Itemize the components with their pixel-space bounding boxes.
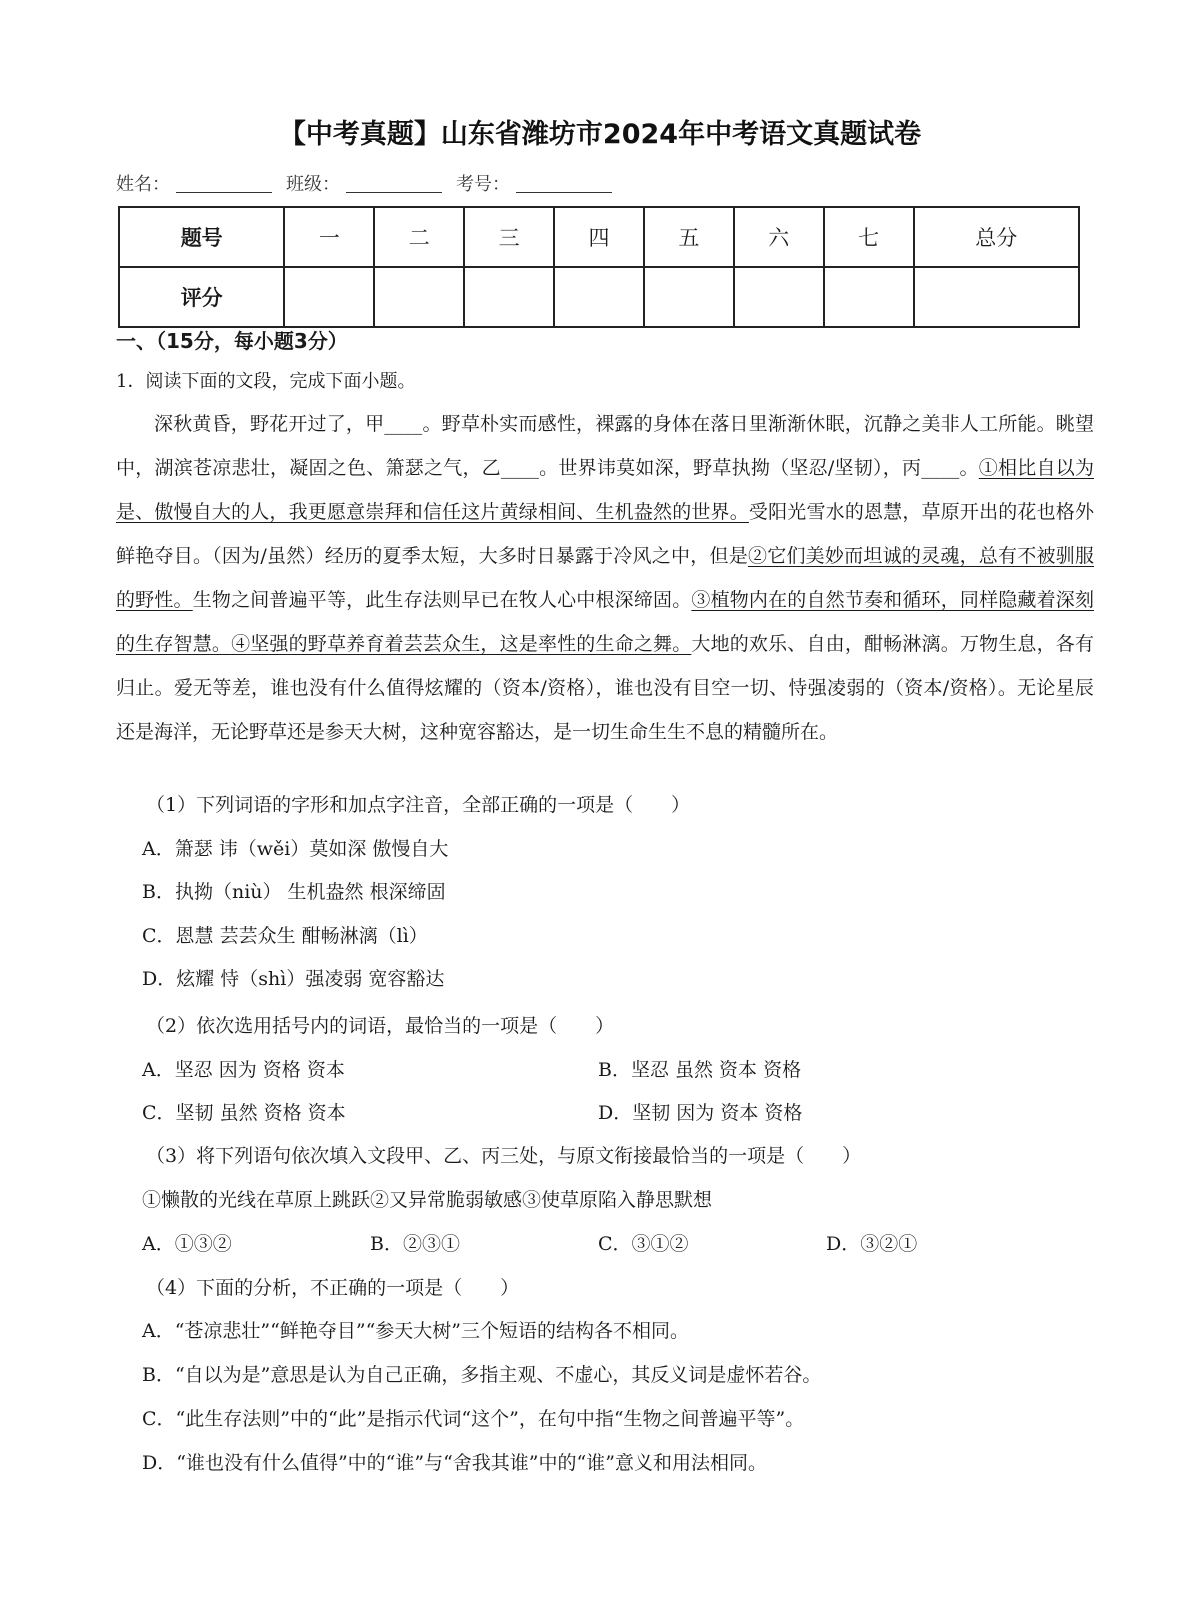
score-header-cell: 五	[644, 207, 734, 267]
subquestion-3-stem: （3）将下列语句依次填入文段甲、乙、丙三处，与原文衔接最恰当的一项是（ ）	[146, 1145, 862, 1167]
option-c[interactable]: C．“此生存法则”中的“此”是指示代词“这个”，在句中指“生物之间普遍平等”。	[142, 1408, 805, 1430]
score-header-cell: 总分	[914, 207, 1079, 267]
underlined-sentence-1: ①相比自以为是、傲慢自大的人，我更愿意崇拜和信任这片黄绿相间、生机盎然的世界。	[116, 457, 1094, 523]
name-label: 姓名：	[116, 174, 170, 195]
score-cell[interactable]	[644, 267, 734, 327]
option-a[interactable]: A．坚忍 因为 资格 资本	[142, 1059, 345, 1081]
option-b[interactable]: B．执拗（niù） 生机盎然 根深缔固	[142, 881, 446, 903]
reading-passage	[116, 402, 1094, 754]
passage-text: 大地的欢乐、自由，酣畅淋漓。万物生息，各有归止。爱无等差，谁也没有什么值得炫耀的（资本/资格），谁也没有目空一切、恃强凌弱的（资本/资格）。无论星辰还是海洋，无论野草还是参天大树，这种宽容豁达，是一切生命生生不息的精髓所在。	[116, 633, 1094, 743]
option-d[interactable]: D．炫耀 恃（shì）强凌弱 宽容豁达	[142, 968, 445, 990]
option-c[interactable]: C．③①②	[598, 1233, 689, 1255]
score-header-cell: 四	[554, 207, 644, 267]
student-info-line	[116, 170, 626, 196]
score-cell[interactable]	[464, 267, 554, 327]
option-b[interactable]: B．坚忍 虽然 资本 资格	[598, 1059, 802, 1081]
score-header-cell: 题号	[119, 207, 284, 267]
class-blank[interactable]	[346, 174, 442, 193]
score-header-cell: 六	[734, 207, 824, 267]
exam-no-blank[interactable]	[516, 174, 612, 193]
score-table-score-row	[119, 267, 1079, 327]
exam-no-label: 考号：	[456, 174, 510, 195]
underlined-sentence-2: ②它们美妙而坦诚的灵魂，总有不被驯服的野性。	[116, 545, 1094, 611]
passage-text: 生物之间普遍平等，此生存法则早已在牧人心中根深缔固。	[192, 589, 692, 611]
class-label: 班级：	[286, 174, 340, 195]
passage-paragraph	[116, 402, 1094, 754]
score-row-label: 评分	[119, 267, 284, 327]
exam-title: 【中考真题】山东省潍坊市2024年中考语文真题试卷	[278, 119, 922, 150]
subquestion-4-stem: （4）下面的分析，不正确的一项是（ ）	[146, 1277, 520, 1299]
score-header-cell: 三	[464, 207, 554, 267]
score-table-header-row	[119, 207, 1079, 267]
score-cell[interactable]	[374, 267, 464, 327]
option-b[interactable]: B．“自以为是”意思是认为自己正确，多指主观、不虚心，其反义词是虚怀若谷。	[142, 1364, 822, 1386]
option-c[interactable]: C．恩慧 芸芸众生 酣畅淋漓（lì）	[142, 925, 428, 947]
section-heading: 一、（15分，每小题3分）	[116, 329, 348, 353]
underlined-sentence-4: ④坚强的野草养育着芸芸众生，这是率性的生命之舞。	[231, 633, 692, 655]
score-cell[interactable]	[914, 267, 1079, 327]
option-c[interactable]: C．坚韧 虽然 资格 资本	[142, 1102, 346, 1124]
option-a[interactable]: A．①③②	[142, 1233, 232, 1255]
passage-text: 受阳光雪水的恩慧，草原开出的花也格外鲜艳夺目。（因为/虽然）经历的夏季太短，大多时日暴露于冷风之中，但是	[116, 501, 1094, 567]
score-table	[118, 206, 1080, 328]
underlined-sentence-3: ③植物内在的自然节奏和循环，同样隐藏着深刻的生存智慧。	[116, 589, 1094, 655]
option-b[interactable]: B．②③①	[370, 1233, 460, 1255]
option-a[interactable]: A．“苍凉悲壮”“鲜艳夺目”“参天大树”三个短语的结构各不相同。	[142, 1320, 690, 1342]
subquestion-1-stem: （1）下列词语的字形和加点字注音，全部正确的一项是（ ）	[146, 794, 691, 816]
score-cell[interactable]	[554, 267, 644, 327]
subquestion-2-stem: （2）依次选用括号内的词语，最恰当的一项是（ ）	[146, 1015, 615, 1037]
score-header-cell: 一	[284, 207, 374, 267]
option-d[interactable]: D．坚韧 因为 资本 资格	[598, 1102, 803, 1124]
score-cell[interactable]	[284, 267, 374, 327]
score-cell[interactable]	[824, 267, 914, 327]
option-d[interactable]: D．③②①	[826, 1233, 918, 1255]
name-blank[interactable]	[176, 174, 272, 193]
subquestion-3-sentences: ①懒散的光线在草原上跳跃②又异常脆弱敏感③使草原陷入静思默想	[142, 1189, 713, 1211]
option-a[interactable]: A．箫瑟 讳（wěi）莫如深 傲慢自大	[142, 838, 449, 860]
score-header-cell: 二	[374, 207, 464, 267]
score-header-cell: 七	[824, 207, 914, 267]
passage-text: 深秋黄昏，野花开过了，甲____。野草朴实而感性，裸露的身体在落日里渐渐休眠，沉静之美非人工所能。眺望中，湖滨苍凉悲壮，凝固之色、箫瑟之气，乙____。世界讳莫如深，野草执拗（坚忍/坚韧），丙____。	[116, 413, 1094, 479]
option-d[interactable]: D．“谁也没有什么值得”中的“谁”与“舍我其谁”中的“谁”意义和用法相同。	[142, 1452, 767, 1474]
score-cell[interactable]	[734, 267, 824, 327]
question-1-intro: 1．阅读下面的文段，完成下面小题。	[116, 371, 416, 392]
